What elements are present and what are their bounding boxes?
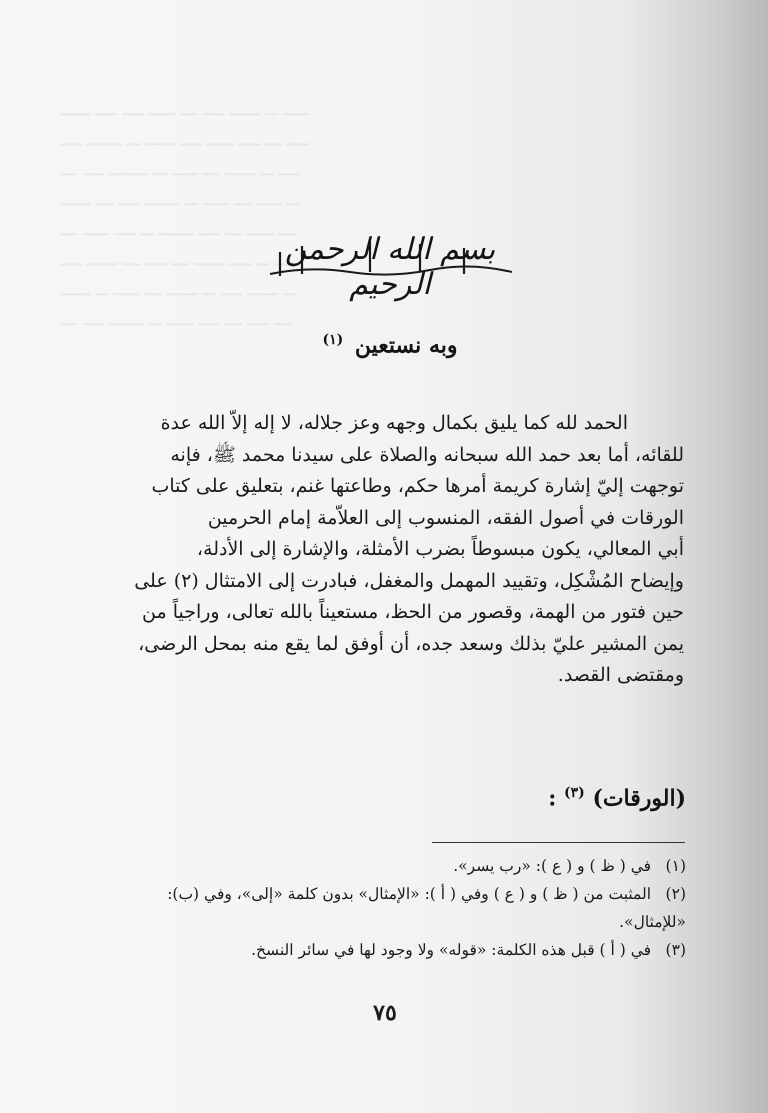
body-line-4: الورقات في أصول الفقه، المنسوب إلى العلاّمة إمام الحرمين [207, 506, 684, 529]
body-line-5: أبي المعالي، يكون مبسوطاً بضرب الأمثلة، والإشارة إلى الأدلة، [196, 538, 684, 560]
footnote-text: في ( ظ ) و ( ع ): «رب يسر». [453, 857, 652, 875]
footnote-ref-3: (٣) [563, 785, 585, 801]
body-line-3: توجهت إليّ إشارة كريمة أمرها حكم، وطاعتها غنم، بتعليق على كتاب [151, 475, 684, 497]
section-heading [440, 785, 686, 825]
footnotes [92, 852, 686, 964]
body-line-2: للقائه، أما بعد حمد الله سبحانه والصلاة على سيدنا محمد ﷺ، فإنه [170, 443, 684, 466]
footnote-number: (١) [665, 857, 686, 875]
basmala-text: بسم الله الرحمن الرحيم [284, 232, 496, 302]
bleed-through-texture: ـــــــ ـــــ ـــــ ــــــ ــــ ـــــ ـــــــ ـــ ــــــ ـــــ ــــــــ ـــ ـــــــ ـــــ ــــــ ـــــ ــــ ـــــ ــــ ـــــ ـــــــــ ـــ ــــــ ــــ ـــــــ ـــ ـــــ ـــــــ ــــ ـــــ ــــــــ ـــ ــــــ ــــ ــــــ ـــ ــــ ــــــ ـــــ ـــ ــــــــ ـــــ ــــ ــــــ ــــ ـــــ ـــــــ ــــ ـــــ ــــ ـــــــ ـــــ ـــ ـــــ ـــــــ ـــ ــــــ ــــ ـــــــ ـــ ـــــ ـــــــ ـــ ــــ ـــــ ــــــــ ـــ ــــــ ـــــ ــــ ـــــ ــــ [60, 101, 310, 329]
footnote-divider [432, 842, 685, 843]
footnote-ref-1: (١) [322, 332, 344, 348]
body-line-9: ومقتضى القصد. [557, 664, 684, 686]
footnote-2 [92, 880, 686, 908]
footnote-3 [92, 936, 686, 964]
subheading-text: وبه نستعين [354, 332, 458, 359]
footnote-1 [92, 852, 686, 880]
body-line-8: يمن المشير عليّ بذلك وسعد جده، أن أوفق لما يقع منه بمحل الرضى، [138, 632, 684, 655]
body-line-1: الحمد لله كما يليق بكمال وجهه وعز جلاله، لا إله إلاّ الله عدة [160, 412, 628, 434]
body-text [92, 408, 684, 692]
subheading [290, 332, 490, 372]
footnote-number: (٣) [665, 941, 686, 959]
footnote-number: (٢) [665, 885, 686, 903]
basmala-calligraphy [250, 222, 530, 302]
section-heading-text: (الورقات) [592, 785, 686, 812]
page-number: ٧٥ [373, 1000, 397, 1026]
footnote-text: المثبت من ( ظ ) و ( ع ) وفي ( أ ): «الإمثال» بدون كلمة «إلى»، وفي (ب): [167, 885, 652, 903]
body-line-7: حين فتور من الهمة، وقصور من الحظ، مستعيناً بالله تعالى، وراجياً من [142, 601, 684, 623]
footnote-2-continuation: «للإمثال». [619, 913, 686, 931]
body-line-6: وإيضاح المُشْكِل، وتقييد المهمل والمغفل، فبادرت إلى الامتثال (٢) على [134, 569, 684, 592]
footnote-text: في ( أ ) قبل هذه الكلمة: «قوله» ولا وجود لها في سائر النسخ. [251, 941, 652, 959]
section-heading-colon: : [548, 785, 557, 812]
